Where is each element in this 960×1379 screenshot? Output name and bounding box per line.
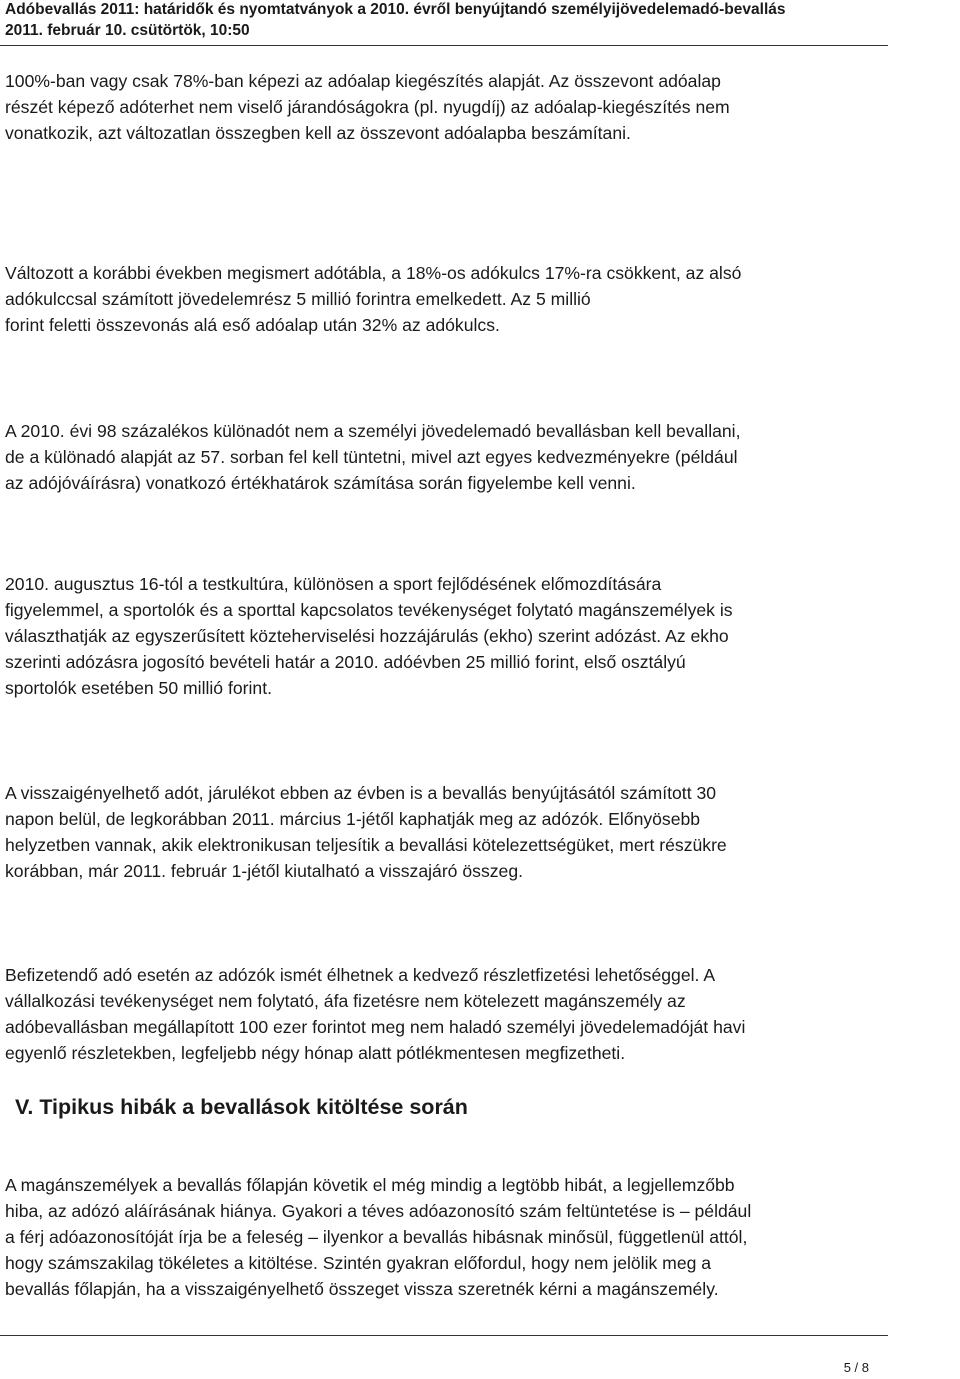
paragraph-line: vonatkozik, azt változatlan összegben kell az összevont adóalapba beszámítani. (5, 123, 631, 144)
paragraph-2 (5, 260, 950, 338)
paragraph-3 (5, 418, 950, 496)
paragraph-line: Befizetendő adó esetén az adózók ismét élhetnek a kedvező részletfizetési lehetőséggel. A (5, 965, 716, 985)
paragraph-line: forint feletti összevonás alá eső adóalap után 32% az adókulcs. (5, 315, 500, 336)
paragraph-line: a férj adóazonosítóját írja be a feleség – ilyenkor a bevallás hibásnak minősül, függetlenül attól, (5, 1227, 748, 1248)
paragraph-line: adóbevallásban megállapított 100 ezer forintot meg nem haladó személyi jövedelemadóját havi (5, 1017, 746, 1038)
paragraph-line: figyelemmel, a sportolók és a sporttal kapcsolatos tevékenységet folytató magánszemélyek is (5, 600, 733, 621)
paragraph-line: az adójóváírásra) vonatkozó értékhatárok számítása során figyelembe kell venni. (5, 473, 636, 494)
paragraph-line: szerinti adózásra jogosító bevételi határ a 2010. adóévben 25 millió forint, első osztályú (5, 652, 686, 673)
paragraph-line: korábban, már 2011. február 1-jétől kiutalható a visszajáró összeg. (5, 861, 523, 882)
paragraph-line: egyenlő részletekben, legfeljebb négy hónap alatt pótlékmentesen megfizetheti. (5, 1043, 626, 1064)
paragraph-line: sportolók esetében 50 millió forint. (5, 678, 272, 699)
paragraph-line: adókulccsal számított jövedelemrész 5 millió forintra emelkedett. Az 5 millió (5, 289, 591, 310)
paragraph-line: részét képező adóterhet nem viselő járandóságokra (pl. nyugdíj) az adóalap-kiegészítés nem (5, 97, 730, 118)
page-number: 5 / 8 (843, 1360, 869, 1375)
paragraph-line: hogy számszakilag tökéletes a kitöltése. Szintén gyakran előfordul, hogy nem jelölik meg a (5, 1253, 712, 1274)
paragraph-line: választhatják az egyszerűsített közteherviselési hozzájárulás (ekho) szerint adózást. Az ekho (5, 626, 729, 647)
paragraph-line: 100%-ban vagy csak 78%-ban képezi az adóalap kiegészítés alapját. Az összevont adóalap (5, 71, 721, 91)
paragraph-line: vállalkozási tevékenységet nem folytató, áfa fizetésre nem kötelezett magánszemély az (5, 991, 686, 1012)
document-header-title: Adóbevallás 2011: határidők és nyomtatványok a 2010. évről benyújtandó személyijövedelemadó-bevallás (5, 1, 786, 18)
paragraph-line: helyzetben vannak, akik elektronikusan teljesítik a bevallási kötelezettségüket, mert részükre (5, 835, 727, 856)
paragraph-6 (5, 962, 950, 1066)
paragraph-1 (5, 68, 950, 146)
paragraph-line: Változott a korábbi években megismert adótábla, a 18%-os adókulcs 17%-ra csökkent, az alsó (5, 263, 742, 283)
paragraph-4 (5, 571, 950, 701)
paragraph-7 (5, 1172, 950, 1302)
paragraph-line: de a különadó alapját az 57. sorban fel kell tüntetni, mivel azt egyes kedvezményekre (például (5, 447, 738, 468)
paragraph-line: napon belül, de legkorábban 2011. március 1-jétől kaphatják meg az adózók. Előnyösebb (5, 809, 701, 830)
paragraph-line: bevallás főlapján, ha a visszaigényelhető összeget vissza szeretnék kérni a magánszemély. (5, 1279, 719, 1300)
section-heading: V. Tipikus hibák a bevallások kitöltése során (15, 1095, 468, 1119)
paragraph-line: A 2010. évi 98 százalékos különadót nem a személyi jövedelemadó bevallásban kell bevallani, (5, 421, 741, 441)
paragraph-line: 2010. augusztus 16-tól a testkultúra, különösen a sport fejlődésének előmozdítására (5, 574, 662, 594)
paragraph-line: hiba, az adózó aláírásának hiánya. Gyakori a téves adóazonosító szám feltüntetése is – például (5, 1201, 752, 1222)
footer-divider (0, 1335, 888, 1336)
paragraph-line: A magánszemélyek a bevallás főlapján követik el még mindig a legtöbb hibát, a legjellemzőbb (5, 1175, 735, 1195)
paragraph-5 (5, 780, 950, 884)
paragraph-line: A visszaigényelhető adót, járulékot ebben az évben is a bevallás benyújtásától számított 30 (5, 783, 717, 803)
document-header-date: 2011. február 10. csütörtök, 10:50 (5, 22, 250, 39)
header-divider (0, 45, 888, 46)
